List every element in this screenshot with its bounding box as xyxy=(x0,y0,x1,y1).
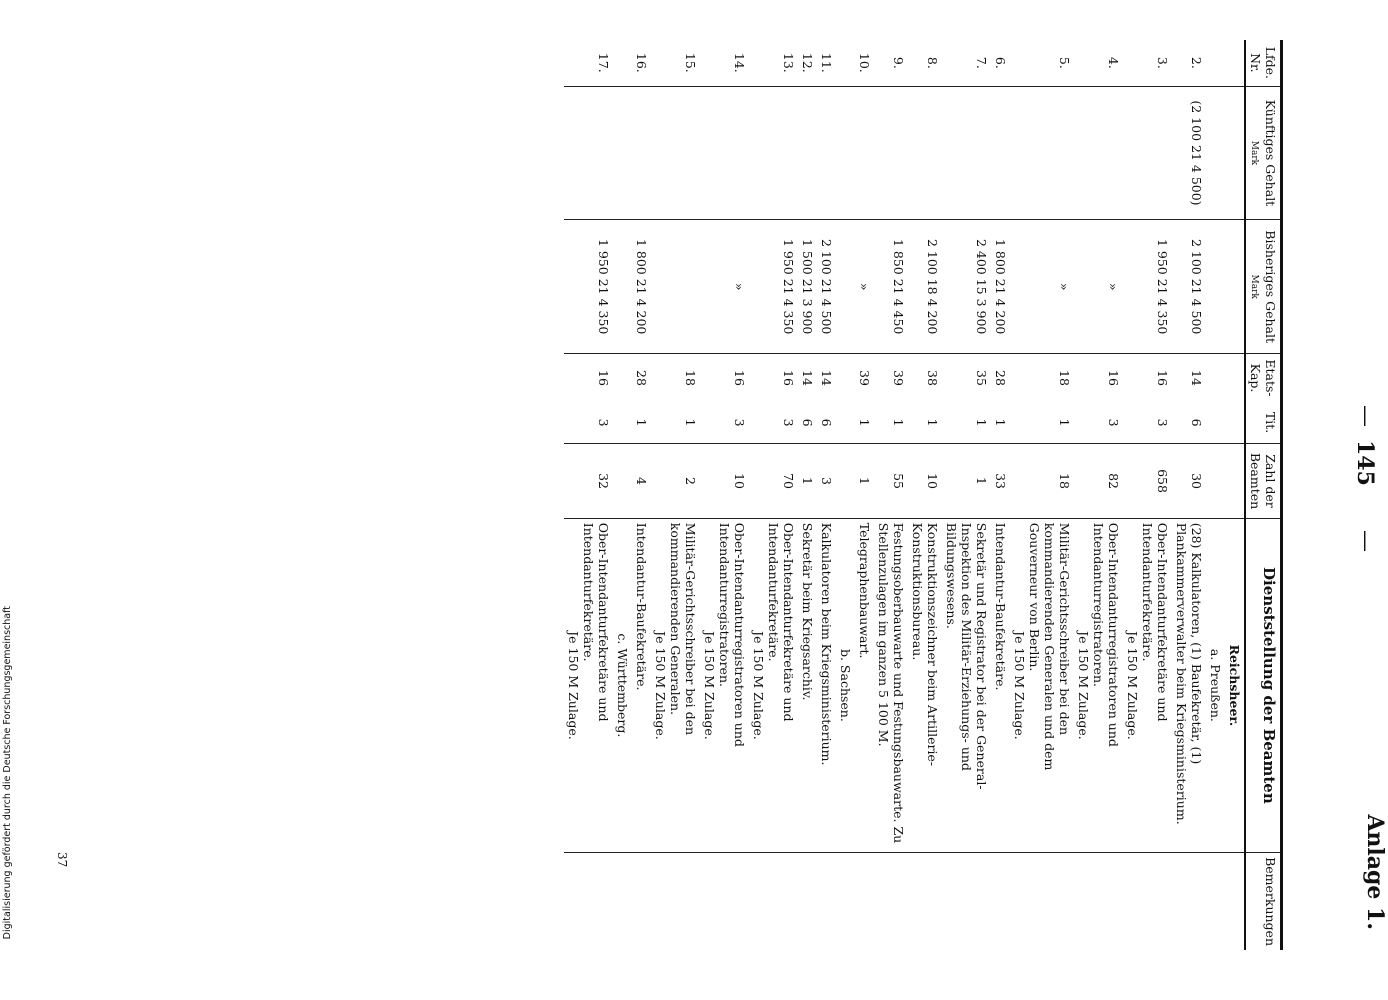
cell-tit: 1 xyxy=(993,418,1008,427)
cell-bemerkungen xyxy=(855,853,874,950)
table-row xyxy=(564,40,613,950)
header-dash-left: — xyxy=(1353,405,1378,427)
cell-bisherig: 1 950 21 4 350 xyxy=(749,220,798,354)
cell-bisherig: 2 400 15 3 900 xyxy=(942,220,991,354)
cell-kap: 14 xyxy=(817,354,836,402)
table-row xyxy=(700,40,749,950)
cell-kap: 16 xyxy=(564,354,613,402)
cell-bemerkungen xyxy=(798,853,817,950)
table-row xyxy=(798,40,817,950)
cell-dienst xyxy=(798,518,817,852)
table-row xyxy=(1074,40,1123,950)
cell-bisherig: » xyxy=(1074,220,1123,354)
cell-kap: 39 xyxy=(874,354,908,402)
dienst-text: Ober-Intendanturfekretäre und Intendanturfekretäre. xyxy=(766,522,796,722)
cell-kap: 16 xyxy=(700,354,749,402)
cell-nr: 4. xyxy=(1106,56,1121,69)
cell-zahl: 33 xyxy=(991,444,1010,519)
cell-dienst xyxy=(855,518,874,852)
cell-kuenftig xyxy=(564,86,613,220)
dienst-text: Konstruktionszeichner beim Artillerie-Konstruktionsbureau. xyxy=(910,522,940,767)
cell-dienst xyxy=(1010,518,1074,852)
cell-bemerkungen xyxy=(1123,853,1172,950)
cell-tit: 3 xyxy=(1155,418,1170,427)
cell-kap: 14 xyxy=(1172,354,1206,402)
subsection-row xyxy=(613,40,632,950)
zulage-text: Je 150 M Zulage. xyxy=(1012,631,1027,740)
cell-nr: 17. xyxy=(596,52,611,73)
subsection-row xyxy=(1206,40,1225,950)
cell-bemerkungen xyxy=(632,853,651,950)
cell-tit: 1 xyxy=(891,418,906,427)
cell-zahl: 2 xyxy=(651,444,700,519)
cell-zahl: 30 xyxy=(1172,444,1206,519)
header-dash-right: — xyxy=(1353,530,1378,552)
cell-dienst xyxy=(1123,518,1172,852)
cell-kuenftig xyxy=(1010,86,1074,220)
table-row xyxy=(991,40,1010,950)
cell-dienst xyxy=(749,518,798,852)
cell-dienst xyxy=(700,518,749,852)
col-bisherig xyxy=(1245,220,1282,354)
cell-kap: 39 xyxy=(855,354,874,402)
table-header-row xyxy=(1245,40,1282,950)
table-row xyxy=(874,40,908,950)
cell-nr: 3. xyxy=(1155,56,1170,69)
cell-kuenftig xyxy=(700,86,749,220)
cell-bisherig: 1 800 21 4 200 xyxy=(991,220,1010,354)
zulage-text: Je 150 M Zulage. xyxy=(566,631,581,740)
cell-kap: 18 xyxy=(651,354,700,402)
dienst-text: Ober-Intendanturregistratoren und Intendanturregistratoren. xyxy=(1091,522,1121,747)
dienst-text: Militär-Gerichtsschreiber bei den kommandierenden Generalen. xyxy=(668,522,698,736)
cell-bemerkungen xyxy=(991,853,1010,950)
cell-tit: 6 xyxy=(1189,418,1204,427)
zulage-text: Je 150 M Zulage. xyxy=(653,631,668,740)
cell-bisherig: 1 950 21 4 350 xyxy=(1123,220,1172,354)
cell-kap: 28 xyxy=(991,354,1010,402)
table-row xyxy=(942,40,991,950)
dfg-credit: Digitalisierung gefördert durch die Deutsche Forschungsgemeinschaft xyxy=(2,606,13,940)
cell-kuenftig xyxy=(632,86,651,220)
table-row xyxy=(632,40,651,950)
cell-kap: 18 xyxy=(1010,354,1074,402)
cell-bemerkungen xyxy=(1172,853,1206,950)
cell-bisherig: 1 500 21 3 900 xyxy=(798,220,817,354)
dienst-text: Telegraphenbauwart. xyxy=(857,522,872,659)
cell-tit: 3 xyxy=(596,418,611,427)
cell-nr: 13. xyxy=(781,52,796,73)
cell-bemerkungen xyxy=(749,853,798,950)
cell-bemerkungen xyxy=(874,853,908,950)
cell-nr: 15. xyxy=(683,52,698,73)
table-row xyxy=(749,40,798,950)
cell-nr: 8. xyxy=(925,56,940,69)
cell-kuenftig xyxy=(1123,86,1172,220)
table-row xyxy=(817,40,836,950)
cell-tit: 1 xyxy=(1057,418,1072,427)
cell-zahl: 82 xyxy=(1074,444,1123,519)
col-dienst: Dienststellung der Beamten xyxy=(1245,518,1282,852)
cell-kuenftig xyxy=(749,86,798,220)
dienst-text: Ober-Intendanturfekretäre und Intendanturfekretäre. xyxy=(581,522,611,722)
cell-bemerkungen xyxy=(817,853,836,950)
cell-nr: 9. xyxy=(891,56,906,69)
cell-bemerkungen xyxy=(564,853,613,950)
table-row xyxy=(1010,40,1074,950)
cell-zahl: 4 xyxy=(632,444,651,519)
cell-nr: 11. xyxy=(819,52,834,73)
cell-bemerkungen xyxy=(908,853,942,950)
col-kuenftig xyxy=(1245,86,1282,220)
cell-nr: 12. xyxy=(800,52,815,73)
cell-kuenftig xyxy=(942,86,991,220)
cell-kuenftig xyxy=(651,86,700,220)
cell-nr: 5. xyxy=(1057,56,1072,69)
page-header xyxy=(1283,0,1388,1000)
cell-bemerkungen xyxy=(1074,853,1123,950)
col-etats: Etats- xyxy=(1263,359,1278,397)
cell-tit: 1 xyxy=(925,418,940,427)
dienst-text: Sekretär beim Kriegsarchiv. xyxy=(800,522,815,701)
dienst-text: Intendantur-Baufekretäre. xyxy=(993,522,1008,691)
section-row xyxy=(1225,40,1245,950)
cell-zahl: 658 xyxy=(1123,444,1172,519)
cell-zahl: 55 xyxy=(874,444,908,519)
dienst-text: Intendantur-Baufekretäre. xyxy=(634,522,649,691)
dienst-text: Sekretär und Registrator bei der General-Inspektion des Militär-Erziehungs- und Bildungswesens. xyxy=(944,522,989,790)
col-kap-label: Kap. xyxy=(1248,363,1263,393)
cell-tit: 1 xyxy=(634,418,649,427)
cell-bemerkungen xyxy=(651,853,700,950)
col-zahl: Zahl der Beamten xyxy=(1245,444,1282,519)
table-row xyxy=(651,40,700,950)
cell-kuenftig xyxy=(798,86,817,220)
dienst-text: Militär-Gerichtsschreiber bei den kommandierenden Generalen und dem Gouverneur von Berlin. xyxy=(1027,522,1072,771)
cell-bisherig: » xyxy=(700,220,749,354)
cell-bisherig: 1 850 21 4 450 xyxy=(874,220,908,354)
subsection-title: c. Württemberg. xyxy=(613,518,632,852)
zulage-text: Je 150 M Zulage. xyxy=(702,631,717,740)
cell-zahl: 10 xyxy=(700,444,749,519)
table-row xyxy=(1172,40,1206,950)
cell-bemerkungen xyxy=(1010,853,1074,950)
subsection-row xyxy=(836,40,855,950)
dienst-text: Kalkulatoren beim Kriegsministerium. xyxy=(819,522,834,766)
cell-tit: 1 xyxy=(683,418,698,427)
dienst-text: Ober-Intendanturfekretäre und Intendanturfekretäre. xyxy=(1140,522,1170,722)
cell-tit: 1 xyxy=(974,418,989,427)
cell-bisherig: 2 100 21 4 500 xyxy=(1172,220,1206,354)
cell-zahl: 3 xyxy=(817,444,836,519)
cell-tit: 6 xyxy=(800,418,815,427)
cell-dienst xyxy=(817,518,836,852)
cell-bisherig: 2 100 21 4 500 xyxy=(817,220,836,354)
cell-kuenftig xyxy=(991,86,1010,220)
subsection-title: b. Sachsen. xyxy=(836,518,855,852)
sheet-number: 37 xyxy=(55,852,69,868)
cell-zahl: 1 xyxy=(942,444,991,519)
cell-kap: 16 xyxy=(1123,354,1172,402)
cell-kuenftig xyxy=(874,86,908,220)
salary-table xyxy=(564,40,1283,950)
cell-kap: 35 xyxy=(942,354,991,402)
cell-bisherig: » xyxy=(1010,220,1074,354)
cell-zahl: 32 xyxy=(564,444,613,519)
cell-kap: 14 xyxy=(798,354,817,402)
cell-kap: 28 xyxy=(632,354,651,402)
cell-bemerkungen xyxy=(700,853,749,950)
cell-nr: 7. xyxy=(974,56,989,69)
dienst-text: Festungsoberbauwarte und Festungsbauwarte. Zu Stellenzulagen im ganzen 5 100 M. xyxy=(876,522,906,844)
cell-kuenftig xyxy=(1074,86,1123,220)
col-kuenftig-unit: Mark xyxy=(1249,140,1259,166)
cell-tit: 1 xyxy=(857,418,872,427)
cell-kuenftig xyxy=(908,86,942,220)
cell-nr: 10. xyxy=(857,52,872,73)
zulage-text: Je 150 M Zulage. xyxy=(1076,631,1091,740)
cell-bisherig: » xyxy=(855,220,874,354)
cell-kap: 38 xyxy=(908,354,942,402)
section-title: Reichsheer. xyxy=(1225,518,1245,852)
cell-bisherig xyxy=(651,220,700,354)
subsection-title: a. Preußen. xyxy=(1206,518,1225,852)
cell-nr: 14. xyxy=(732,52,747,73)
cell-dienst xyxy=(632,518,651,852)
cell-kap: 16 xyxy=(749,354,798,402)
col-bisherig-label: Bisheriges Gehalt xyxy=(1263,230,1278,344)
cell-nr: 2. xyxy=(1189,56,1204,69)
table-body xyxy=(564,40,1245,950)
cell-kuenftig: (2 100 21 4 500) xyxy=(1172,86,1206,220)
cell-dienst xyxy=(942,518,991,852)
dienst-text: (28) Kalkulatoren, (1) Baufekretär, (1) Plankammerverwalter beim Kriegsministerium. xyxy=(1174,522,1204,825)
cell-tit: 3 xyxy=(781,418,796,427)
anlage-label: Anlage 1. xyxy=(1362,814,1388,930)
cell-bemerkungen xyxy=(942,853,991,950)
cell-zahl: 70 xyxy=(749,444,798,519)
page-number: 145 xyxy=(1352,440,1378,486)
cell-bisherig: 2 100 18 4 200 xyxy=(908,220,942,354)
cell-nr: 16. xyxy=(634,52,649,73)
cell-tit: 3 xyxy=(1106,418,1121,427)
cell-dienst xyxy=(1074,518,1123,852)
cell-dienst xyxy=(651,518,700,852)
cell-nr: 6. xyxy=(993,56,1008,69)
table-row xyxy=(855,40,874,950)
cell-tit: 3 xyxy=(732,418,747,427)
cell-tit: 6 xyxy=(819,418,834,427)
col-bisherig-unit: Mark xyxy=(1249,274,1259,299)
cell-zahl: 10 xyxy=(908,444,942,519)
cell-kap: 16 xyxy=(1074,354,1123,402)
col-bemerkungen: Bemerkungen xyxy=(1245,853,1282,950)
cell-dienst xyxy=(991,518,1010,852)
col-kuenftig-label: Künftiges Gehalt xyxy=(1263,99,1278,207)
cell-kuenftig xyxy=(817,86,836,220)
cell-bisherig: 1 950 21 4 350 xyxy=(564,220,613,354)
cell-zahl: 18 xyxy=(1010,444,1074,519)
cell-zahl: 1 xyxy=(855,444,874,519)
cell-zahl: 1 xyxy=(798,444,817,519)
cell-kuenftig xyxy=(855,86,874,220)
col-tit: Tit. xyxy=(1245,402,1282,444)
table-row xyxy=(1123,40,1172,950)
dienst-text: Ober-Intendanturregistratoren und Intendanturregistratoren. xyxy=(717,522,747,747)
zulage-text: Je 150 M Zulage. xyxy=(751,631,766,740)
cell-dienst xyxy=(1172,518,1206,852)
col-nr: Lfde. Nr. xyxy=(1245,40,1282,86)
zulage-text: Je 150 M Zulage. xyxy=(1125,631,1140,740)
cell-dienst xyxy=(908,518,942,852)
table-row xyxy=(908,40,942,950)
col-kap xyxy=(1245,354,1282,402)
cell-dienst xyxy=(564,518,613,852)
cell-dienst xyxy=(874,518,908,852)
cell-bisherig: 1 800 21 4 200 xyxy=(632,220,651,354)
